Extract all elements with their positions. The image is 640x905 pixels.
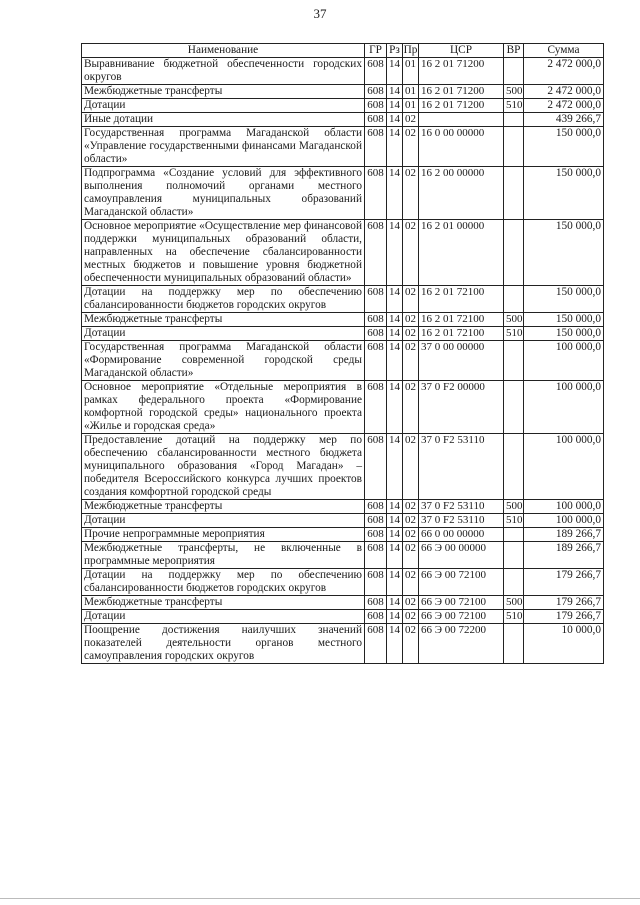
table-row [82, 500, 604, 514]
cell-rz: 14 [387, 381, 403, 434]
cell-rz: 14 [387, 514, 403, 528]
cell-sum: 179 266,7 [524, 610, 604, 624]
cell-gr: 608 [365, 286, 387, 313]
table-row [82, 528, 604, 542]
cell-csr: 16 2 00 00000 [419, 167, 504, 220]
cell-gr: 608 [365, 99, 387, 113]
cell-csr: 16 2 01 72100 [419, 313, 504, 327]
header-gr: ГР [365, 44, 387, 58]
budget-table [81, 43, 604, 664]
table-row [82, 167, 604, 220]
cell-sum: 150 000,0 [524, 313, 604, 327]
table-row [82, 58, 604, 85]
header-pr: Пр [403, 44, 418, 56]
cell-gr: 608 [365, 381, 387, 434]
cell-pr: 02 [403, 610, 419, 624]
cell-pr: 02 [403, 542, 419, 569]
cell-vr [504, 167, 524, 220]
cell-csr: 37 0 F2 53110 [419, 500, 504, 514]
cell-pr: 02 [403, 113, 419, 127]
cell-name: Предоставление дотаций на поддержку мер по обеспечению сбалансированности местного бюджета муниципального образования «Город Магадан» – победителя Всероссийского конкурса лучших проектов создания комфортной городской среды [82, 434, 365, 500]
cell-gr: 608 [365, 327, 387, 341]
header-vr: ВР [504, 44, 524, 58]
cell-rz: 14 [387, 569, 403, 596]
table-row [82, 434, 604, 500]
cell-rz: 14 [387, 286, 403, 313]
table-row [82, 381, 604, 434]
cell-vr: 500 [504, 313, 524, 327]
cell-gr: 608 [365, 341, 387, 381]
cell-vr: 500 [504, 85, 524, 99]
cell-name: Подпрограмма «Создание условий для эффективного выполнения полномочий органами местного самоуправления муниципальных образований Магаданской области» [82, 167, 365, 220]
cell-rz: 14 [387, 528, 403, 542]
cell-pr: 02 [403, 381, 419, 434]
cell-csr: 37 0 F2 53110 [419, 434, 504, 500]
cell-rz: 14 [387, 113, 403, 127]
cell-sum: 150 000,0 [524, 127, 604, 167]
cell-gr: 608 [365, 434, 387, 500]
cell-name: Основное мероприятие «Осуществление мер финансовой поддержки муниципальных образований области, направленных на обеспечение сбалансированности местных бюджетов и повышение уровня бюджетной обеспеченности муниципальных образований области» [82, 220, 365, 286]
cell-pr: 01 [403, 85, 419, 99]
cell-rz: 14 [387, 624, 403, 664]
cell-sum: 2 472 000,0 [524, 85, 604, 99]
table-row [82, 327, 604, 341]
cell-vr [504, 542, 524, 569]
cell-csr: 66 Э 00 72100 [419, 569, 504, 596]
cell-pr: 02 [403, 341, 419, 381]
cell-sum: 100 000,0 [524, 514, 604, 528]
cell-sum: 439 266,7 [524, 113, 604, 127]
table-row [82, 113, 604, 127]
cell-gr: 608 [365, 624, 387, 664]
cell-csr: 66 Э 00 72100 [419, 610, 504, 624]
cell-pr: 02 [403, 514, 419, 528]
header-csr: ЦСР [419, 44, 504, 58]
cell-name: Межбюджетные трансферты [82, 85, 365, 99]
cell-pr: 02 [403, 500, 419, 514]
cell-pr: 02 [403, 220, 419, 286]
cell-gr: 608 [365, 85, 387, 99]
cell-gr: 608 [365, 610, 387, 624]
cell-vr [504, 434, 524, 500]
cell-sum: 179 266,7 [524, 596, 604, 610]
cell-pr: 02 [403, 127, 419, 167]
cell-vr [504, 341, 524, 381]
cell-sum: 10 000,0 [524, 624, 604, 664]
cell-vr [504, 286, 524, 313]
cell-csr: 66 Э 00 72100 [419, 596, 504, 610]
cell-name: Государственная программа Магаданской области «Формирование современной городской среды Магаданской области» [82, 341, 365, 381]
cell-sum: 150 000,0 [524, 327, 604, 341]
table-row [82, 610, 604, 624]
cell-pr: 01 [403, 58, 419, 85]
table-row [82, 85, 604, 99]
cell-gr: 608 [365, 542, 387, 569]
cell-sum: 189 266,7 [524, 542, 604, 569]
cell-pr: 02 [403, 596, 419, 610]
cell-pr: 02 [403, 167, 419, 220]
cell-sum: 189 266,7 [524, 528, 604, 542]
cell-name: Дотации на поддержку мер по обеспечению сбалансированности бюджетов городских округов [82, 286, 365, 313]
header-rz: Рз [387, 44, 403, 58]
cell-pr: 02 [403, 434, 419, 500]
cell-gr: 608 [365, 500, 387, 514]
cell-pr: 02 [403, 327, 419, 341]
cell-name: Дотации [82, 99, 365, 113]
cell-vr: 500 [504, 500, 524, 514]
cell-rz: 14 [387, 434, 403, 500]
cell-name: Поощрение достижения наилучших значений показателей деятельности органов местного самоуправления городских округов [82, 624, 365, 664]
scan-edge-line [0, 898, 640, 899]
cell-sum: 150 000,0 [524, 167, 604, 220]
cell-csr: 16 2 01 71200 [419, 58, 504, 85]
cell-vr [504, 58, 524, 85]
cell-rz: 14 [387, 167, 403, 220]
cell-rz: 14 [387, 313, 403, 327]
table-row [82, 313, 604, 327]
cell-csr: 16 0 00 00000 [419, 127, 504, 167]
cell-sum: 100 000,0 [524, 341, 604, 381]
cell-pr: 01 [403, 99, 419, 113]
cell-gr: 608 [365, 514, 387, 528]
table-row [82, 286, 604, 313]
table-row [82, 341, 604, 381]
cell-sum: 150 000,0 [524, 220, 604, 286]
cell-vr [504, 569, 524, 596]
cell-rz: 14 [387, 58, 403, 85]
table-header-row [82, 44, 604, 58]
cell-csr: 37 0 F2 00000 [419, 381, 504, 434]
table-row [82, 514, 604, 528]
cell-csr: 66 Э 00 00000 [419, 542, 504, 569]
cell-pr: 02 [403, 624, 419, 664]
cell-name: Межбюджетные трансферты [82, 313, 365, 327]
cell-name: Дотации [82, 327, 365, 341]
cell-sum: 2 472 000,0 [524, 99, 604, 113]
cell-name: Государственная программа Магаданской области «Управление государственными финансами Магаданской области» [82, 127, 365, 167]
cell-rz: 14 [387, 127, 403, 167]
table-row [82, 99, 604, 113]
cell-gr: 608 [365, 313, 387, 327]
table-row [82, 127, 604, 167]
cell-name: Дотации на поддержку мер по обеспечению сбалансированности бюджетов городских округов [82, 569, 365, 596]
cell-vr: 510 [504, 99, 524, 113]
cell-vr [504, 220, 524, 286]
cell-gr: 608 [365, 127, 387, 167]
cell-vr: 500 [504, 596, 524, 610]
cell-csr: 66 Э 00 72200 [419, 624, 504, 664]
header-sum: Сумма [524, 44, 604, 58]
cell-rz: 14 [387, 542, 403, 569]
cell-vr [504, 624, 524, 664]
header-name: Наименование [82, 44, 365, 58]
cell-rz: 14 [387, 596, 403, 610]
cell-name: Межбюджетные трансферты, не включенные в программные мероприятия [82, 542, 365, 569]
table-row [82, 542, 604, 569]
cell-vr: 510 [504, 514, 524, 528]
cell-rz: 14 [387, 85, 403, 99]
cell-sum: 150 000,0 [524, 286, 604, 313]
cell-pr: 02 [403, 569, 419, 596]
cell-rz: 14 [387, 610, 403, 624]
table-row [82, 569, 604, 596]
cell-pr: 02 [403, 286, 419, 313]
cell-name: Дотации [82, 514, 365, 528]
cell-csr: 16 2 01 71200 [419, 85, 504, 99]
cell-vr [504, 113, 524, 127]
cell-rz: 14 [387, 99, 403, 113]
cell-gr: 608 [365, 220, 387, 286]
table-row [82, 624, 604, 664]
cell-csr: 66 0 00 00000 [419, 528, 504, 542]
cell-gr: 608 [365, 58, 387, 85]
cell-gr: 608 [365, 569, 387, 596]
cell-vr [504, 127, 524, 167]
cell-rz: 14 [387, 220, 403, 286]
cell-gr: 608 [365, 596, 387, 610]
cell-csr: 37 0 00 00000 [419, 341, 504, 381]
cell-name: Межбюджетные трансферты [82, 500, 365, 514]
cell-sum: 100 000,0 [524, 434, 604, 500]
cell-vr [504, 381, 524, 434]
cell-vr: 510 [504, 327, 524, 341]
cell-csr: 16 2 01 71200 [419, 99, 504, 113]
cell-csr: 16 2 01 72100 [419, 327, 504, 341]
cell-name: Иные дотации [82, 113, 365, 127]
cell-vr [504, 528, 524, 542]
cell-sum: 2 472 000,0 [524, 58, 604, 85]
cell-csr: 16 2 01 00000 [419, 220, 504, 286]
cell-csr [419, 113, 504, 127]
cell-csr: 37 0 F2 53110 [419, 514, 504, 528]
cell-name: Основное мероприятие «Отдельные мероприятия в рамках федерального проекта «Формирование комфортной городской среды» национального проекта «Жилье и городская среда» [82, 381, 365, 434]
cell-name: Прочие непрограммные мероприятия [82, 528, 365, 542]
cell-name: Дотации [82, 610, 365, 624]
cell-sum: 100 000,0 [524, 500, 604, 514]
cell-pr: 02 [403, 528, 419, 542]
cell-gr: 608 [365, 528, 387, 542]
cell-name: Межбюджетные трансферты [82, 596, 365, 610]
cell-name: Выравнивание бюджетной обеспеченности городских округов [82, 58, 365, 85]
cell-sum: 100 000,0 [524, 381, 604, 434]
cell-gr: 608 [365, 113, 387, 127]
cell-pr: 02 [403, 313, 419, 327]
cell-vr: 510 [504, 610, 524, 624]
cell-rz: 14 [387, 327, 403, 341]
cell-gr: 608 [365, 167, 387, 220]
cell-rz: 14 [387, 500, 403, 514]
cell-sum: 179 266,7 [524, 569, 604, 596]
table-row [82, 220, 604, 286]
table-row [82, 596, 604, 610]
page-number: 37 [313, 6, 327, 21]
cell-rz: 14 [387, 341, 403, 381]
cell-csr: 16 2 01 72100 [419, 286, 504, 313]
